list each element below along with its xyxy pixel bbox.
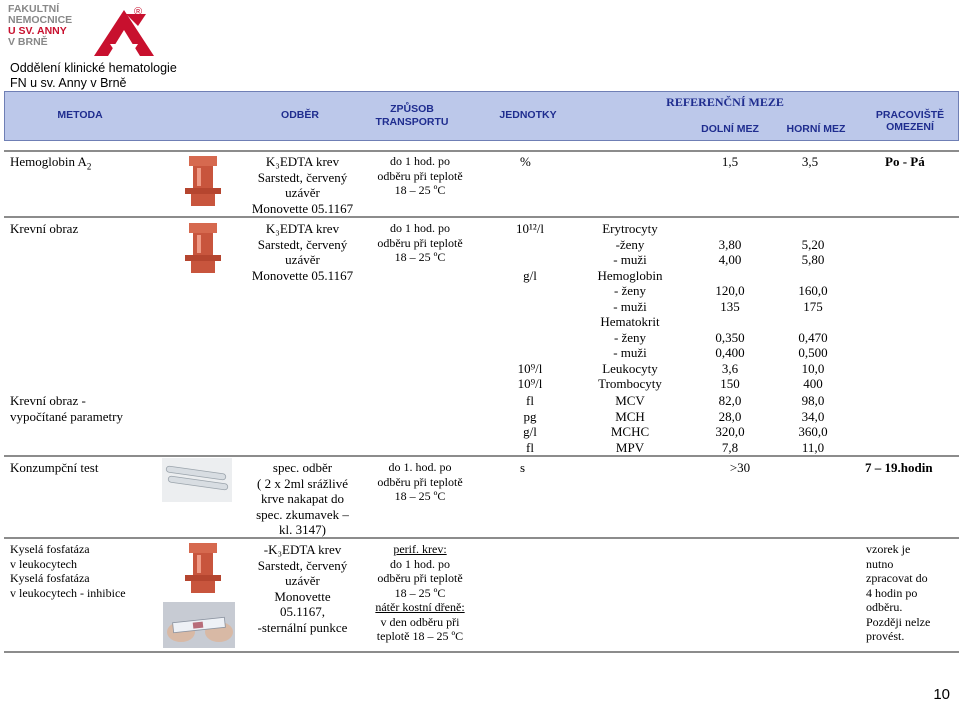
ko-odber-line: Monovette 05.1167 xyxy=(251,267,354,283)
ko-transport xyxy=(365,221,475,265)
kf-metoda-line: v leukocytech - inhibice xyxy=(10,585,126,600)
sample-tube-icon xyxy=(183,154,223,208)
ko-horni-value: 400 xyxy=(803,376,823,391)
row-divider xyxy=(4,455,959,457)
ko-horni-value: 0,500 xyxy=(798,345,828,360)
hb-jednotky: % xyxy=(520,154,531,169)
hospital-logo xyxy=(8,4,168,60)
ko-horni xyxy=(783,221,843,392)
hb-odber-line: uzávěr xyxy=(285,185,320,200)
ko-param: - muži xyxy=(613,345,647,360)
kov-horni-value: 98,0 xyxy=(801,393,825,408)
ko-param: Hematokrit xyxy=(600,314,660,329)
ko-units xyxy=(500,221,560,392)
kf-transport-line xyxy=(360,600,480,615)
ko-param: - muži xyxy=(613,252,647,267)
ko-horni-value: 5,20 xyxy=(801,236,825,252)
hb-metoda-subscript: 2 xyxy=(86,161,92,172)
ko-transport-line: do 1 hod. po xyxy=(390,221,450,235)
ko-unit xyxy=(500,314,560,330)
hb-dolni: 1,5 xyxy=(721,154,739,169)
logo-line-4: V BRNĚ xyxy=(8,36,48,48)
kov-horni xyxy=(783,393,843,455)
ko-unit: 10⁹/l xyxy=(517,360,543,376)
ko-param: Trombocyty xyxy=(598,376,662,391)
ko-dolni-value: 0,350 xyxy=(715,329,745,345)
kf-prac-line: Později nelze xyxy=(866,614,931,629)
kov-horni-value: 11,0 xyxy=(801,439,825,455)
ko-param: - ženy xyxy=(613,283,647,298)
kov-dolni xyxy=(700,393,760,455)
kt-metoda: Konzumpční test xyxy=(10,460,99,475)
hb-transport-line: do 1 hod. po xyxy=(390,154,450,168)
logo-line-3: U SV. ANNY xyxy=(8,25,67,37)
kov-unit: fl xyxy=(526,393,534,408)
ko-unit xyxy=(500,345,560,361)
ko-horni-value: 160,0 xyxy=(798,283,828,298)
ko-dolni-value: 0,400 xyxy=(715,345,745,360)
ko-unit xyxy=(500,299,560,315)
department-line-1: Oddělení klinické hematologie xyxy=(10,61,177,75)
header-zpusob-line2: TRANSPORTU xyxy=(375,116,449,128)
ko-dolni-value xyxy=(700,221,760,237)
ko-dolni-value: 135 xyxy=(720,298,740,314)
hb-transport-line: 18 – 25 ºC xyxy=(394,183,446,197)
kf-odber-line: Monovette xyxy=(274,588,331,604)
kov-param: MCH xyxy=(615,408,645,424)
ko-transport-line: odběru při teplotě xyxy=(377,235,463,250)
kt-odber-line: krve nakapat do xyxy=(260,491,345,506)
ko-param: Leukocyty xyxy=(602,360,658,376)
ko-horni-value: 175 xyxy=(803,298,823,314)
hb-odber-line: K₃EDTA krev xyxy=(265,154,340,169)
kov-unit: g/l xyxy=(523,424,537,439)
hb-transport xyxy=(365,154,475,198)
kf-odber-line: -K₃EDTA krev xyxy=(263,542,342,557)
ko-odber-line: K₃EDTA krev xyxy=(265,221,340,236)
kt-odber-line: ( 2 x 2ml srážlivé xyxy=(257,475,348,491)
kf-prac-line: 4 hodin po xyxy=(866,585,918,600)
kt-transport-line: do 1. hod. po xyxy=(388,460,452,474)
kf-odber-line: Sarstedt, červený xyxy=(257,557,348,573)
kt-ref: >30 xyxy=(729,460,751,475)
ko-odber xyxy=(240,221,365,283)
kf-transport-line: v den odběru při xyxy=(380,614,460,629)
ko-horni-value xyxy=(783,268,843,284)
kf-pracoviste xyxy=(866,542,930,644)
ko-params xyxy=(575,221,685,392)
ko-param: -ženy xyxy=(615,236,645,252)
ko-dolni-value: 150 xyxy=(720,376,740,391)
ko-param: Hemoglobin xyxy=(597,267,663,283)
header-horni-mez: HORNÍ MEZ xyxy=(786,123,846,135)
ko-metoda: Krevní obraz xyxy=(10,221,79,236)
ko-param: Erytrocyty xyxy=(602,221,658,236)
logo-line-2: NEMOCNICE xyxy=(8,14,73,26)
ko-dolni-value: 3,80 xyxy=(718,236,742,252)
header-metoda: METODA xyxy=(57,109,103,121)
hospital-logo-mark-icon xyxy=(86,4,166,58)
kt-transport-line: odběru při teplotě xyxy=(377,474,463,489)
kt-transport xyxy=(365,460,475,504)
kf-transport-line xyxy=(360,542,480,557)
glass-tubes-icon xyxy=(162,458,232,502)
kf-prac-line: zpracovat do xyxy=(866,571,928,585)
ko-param: - muži xyxy=(613,298,647,314)
kov-param: MCV xyxy=(615,393,645,408)
hb-pracoviste: Po - Pá xyxy=(885,154,925,169)
ko-unit: 10¹²/l xyxy=(515,221,545,236)
kf-prac-line: provést. xyxy=(866,629,905,643)
kov-param: MCHC xyxy=(610,424,650,439)
kf-odber-line: -sternální punkce xyxy=(257,619,348,635)
ko-unit xyxy=(500,252,560,268)
row-divider xyxy=(4,537,959,539)
kov-horni-value: 360,0 xyxy=(798,424,828,439)
department-line-2: FN u sv. Anny v Brně xyxy=(10,76,127,90)
kov-metoda-line: vypočítané parametry xyxy=(10,408,123,424)
ko-unit: 10⁹/l xyxy=(517,376,543,391)
kf-metoda xyxy=(10,542,126,600)
hb-transport-line: odběru při teplotě xyxy=(377,168,463,183)
kt-odber xyxy=(240,460,365,538)
ko-horni-value: 10,0 xyxy=(801,360,825,376)
kov-param: MPV xyxy=(615,439,645,455)
kt-transport-line: 18 – 25 ºC xyxy=(394,489,446,503)
sample-tube-icon xyxy=(183,221,223,275)
kov-horni-value: 34,0 xyxy=(801,408,825,424)
sample-tube-icon xyxy=(183,541,223,595)
kf-transport-underlined: nátěr kostní dřeně: xyxy=(375,600,465,614)
kov-dolni-value: 320,0 xyxy=(715,424,745,439)
kf-transport-line: 18 – 25 ºC xyxy=(394,585,446,600)
hb-odber-line: Monovette 05.1167 xyxy=(251,200,354,216)
ko-horni-value: 0,470 xyxy=(798,329,828,345)
ko-odber-line: uzávěr xyxy=(285,252,320,267)
row-divider xyxy=(4,216,959,218)
header-dolni-mez: DOLNÍ MEZ xyxy=(701,123,759,135)
page-number: 10 xyxy=(933,686,950,703)
kf-transport-underlined: perif. krev: xyxy=(393,542,447,556)
row-divider xyxy=(4,651,959,653)
kf-metoda-line: Kyselá fosfatáza xyxy=(10,542,90,556)
ko-horni-value xyxy=(783,221,843,237)
kov-dolni-value: 82,0 xyxy=(718,393,742,408)
kf-transport-line: teplotě 18 – 25 ºC xyxy=(376,629,464,643)
ko-unit: g/l xyxy=(523,267,537,283)
ko-transport-line: 18 – 25 ºC xyxy=(394,250,446,264)
ko-dolni-value: 4,00 xyxy=(718,252,742,267)
header-pracoviste-line1: PRACOVIŠTĚ xyxy=(875,109,945,121)
kov-dolni-value: 7,8 xyxy=(721,439,739,455)
header-odber: ODBĚR xyxy=(281,109,319,121)
header-pracoviste-line2: OMEZENÍ xyxy=(886,121,934,133)
ko-horni-value: 5,80 xyxy=(801,252,825,267)
header-zpusob-line1: ZPŮSOB xyxy=(390,103,434,115)
kf-metoda-line: v leukocytech xyxy=(10,556,77,571)
ko-dolni-value xyxy=(700,314,760,330)
kf-prac-line: vzorek je xyxy=(866,542,911,556)
ko-odber-line: Sarstedt, červený xyxy=(257,236,348,252)
ko-horni-value xyxy=(783,314,843,330)
registered-mark: ® xyxy=(134,6,143,18)
kf-transport xyxy=(360,542,480,644)
hb-horni: 3,5 xyxy=(801,154,819,169)
kt-odber-line: kl. 3147) xyxy=(279,522,326,537)
kov-unit: fl xyxy=(526,439,534,455)
kt-jednotky: s xyxy=(520,460,526,475)
table-header xyxy=(4,91,959,141)
kov-unit: pg xyxy=(523,408,537,424)
kf-odber xyxy=(240,542,365,635)
ko-dolni-value: 3,6 xyxy=(721,360,739,376)
kt-pracoviste: 7 – 19.hodin xyxy=(865,460,933,475)
kf-transport-line: odběru při teplotě xyxy=(377,571,463,585)
hb-odber xyxy=(240,154,365,216)
kt-odber-line: spec. zkumavek – xyxy=(256,506,349,522)
ko-unit xyxy=(500,330,560,346)
row-divider xyxy=(4,150,959,152)
kov-units xyxy=(500,393,560,455)
ko-unit xyxy=(500,237,560,253)
kf-odber-line: 05.1167, xyxy=(279,604,326,619)
hb-odber-line: Sarstedt, červený xyxy=(257,169,348,185)
kf-prac-line: odběru. xyxy=(866,600,903,614)
logo-text xyxy=(8,4,72,48)
hb-metoda-label: Hemoglobin A xyxy=(10,154,87,169)
bone-marrow-smear-icon xyxy=(163,602,235,648)
kov-metoda xyxy=(10,393,123,424)
kov-dolni-value: 28,0 xyxy=(718,408,742,424)
logo-line-1: FAKULTNÍ xyxy=(8,3,60,15)
hb-metoda xyxy=(10,154,91,175)
kf-prac-line: nutno xyxy=(866,556,894,571)
kov-metoda-line: Krevní obraz - xyxy=(10,393,86,408)
header-jednotky: JEDNOTKY xyxy=(499,109,557,121)
header-referencni-meze: REFERENČNÍ MEZE xyxy=(666,95,784,109)
ko-unit xyxy=(500,283,560,299)
kf-metoda-line: Kyselá fosfatáza xyxy=(10,571,90,585)
ko-dolni-value: 120,0 xyxy=(715,283,745,298)
kf-odber-line: uzávěr xyxy=(285,573,320,588)
ko-dolni xyxy=(700,221,760,392)
kt-odber-line: spec. odběr xyxy=(272,460,333,475)
ko-dolni-value xyxy=(700,268,760,284)
department-name xyxy=(10,61,177,91)
kov-params xyxy=(575,393,685,455)
kf-transport-line: do 1 hod. po xyxy=(390,556,450,571)
ko-param: - ženy xyxy=(613,329,647,345)
